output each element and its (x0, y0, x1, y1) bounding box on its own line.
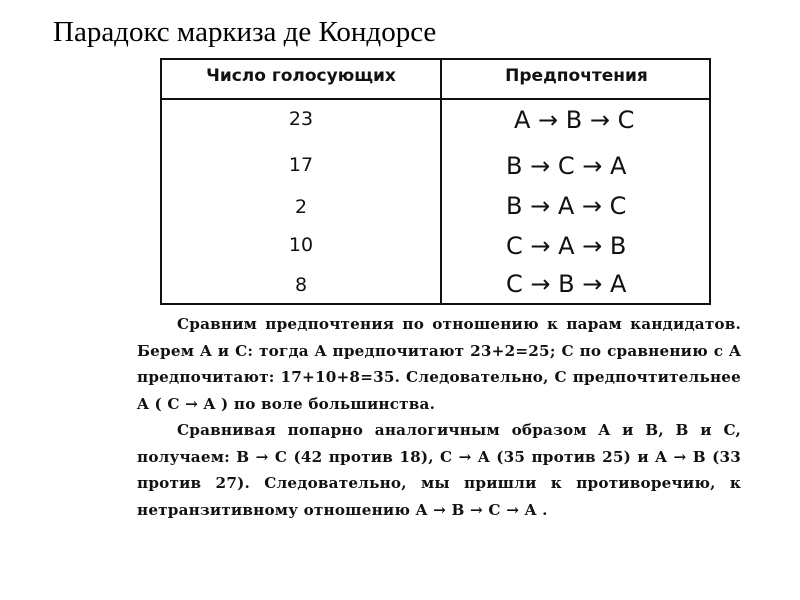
row-4-count: 10 (288, 234, 314, 256)
row-2-count: 17 (288, 154, 314, 176)
row-4-preference: C → A → B (506, 232, 627, 260)
paragraph-pair-a-c: Сравним предпочтения по отношению к парам кандидатов. Берем A и C: тогда A предпочитают 23+2=25; C по сравнению с A предпочитают: 17+10+8=35. Следовательно, C предпочтительнее A ( C → A ) по воле большинства. (137, 315, 741, 413)
preferences-table (160, 58, 711, 305)
row-1-count: 23 (288, 108, 314, 130)
header-preferences: Предпочтения (505, 66, 648, 86)
row-3-preference: B → A → C (506, 192, 627, 220)
explanation-text (137, 311, 741, 523)
table-column-divider (440, 60, 442, 303)
row-5-preference: C → B → A (506, 270, 627, 298)
header-voter-count: Число голосующих (206, 66, 396, 86)
row-2-preference: B → C → A (506, 152, 627, 180)
row-5-count: 8 (294, 274, 308, 296)
table-header-divider (162, 98, 709, 100)
row-3-count: 2 (294, 196, 308, 218)
row-1-preference: A → B → C (514, 106, 635, 134)
page-title: Парадокс маркиза де Кондорсе (53, 16, 437, 48)
paragraph-conclusion: Сравнивая попарно аналогичным образом A и B, B и C, получаем: B → C (42 против 18), C → A (35 против 25) и A → B (33 против 27). Следовательно, мы пришли к противоречию, к нетранзитивному отношению A → B → C → A . (137, 421, 741, 519)
